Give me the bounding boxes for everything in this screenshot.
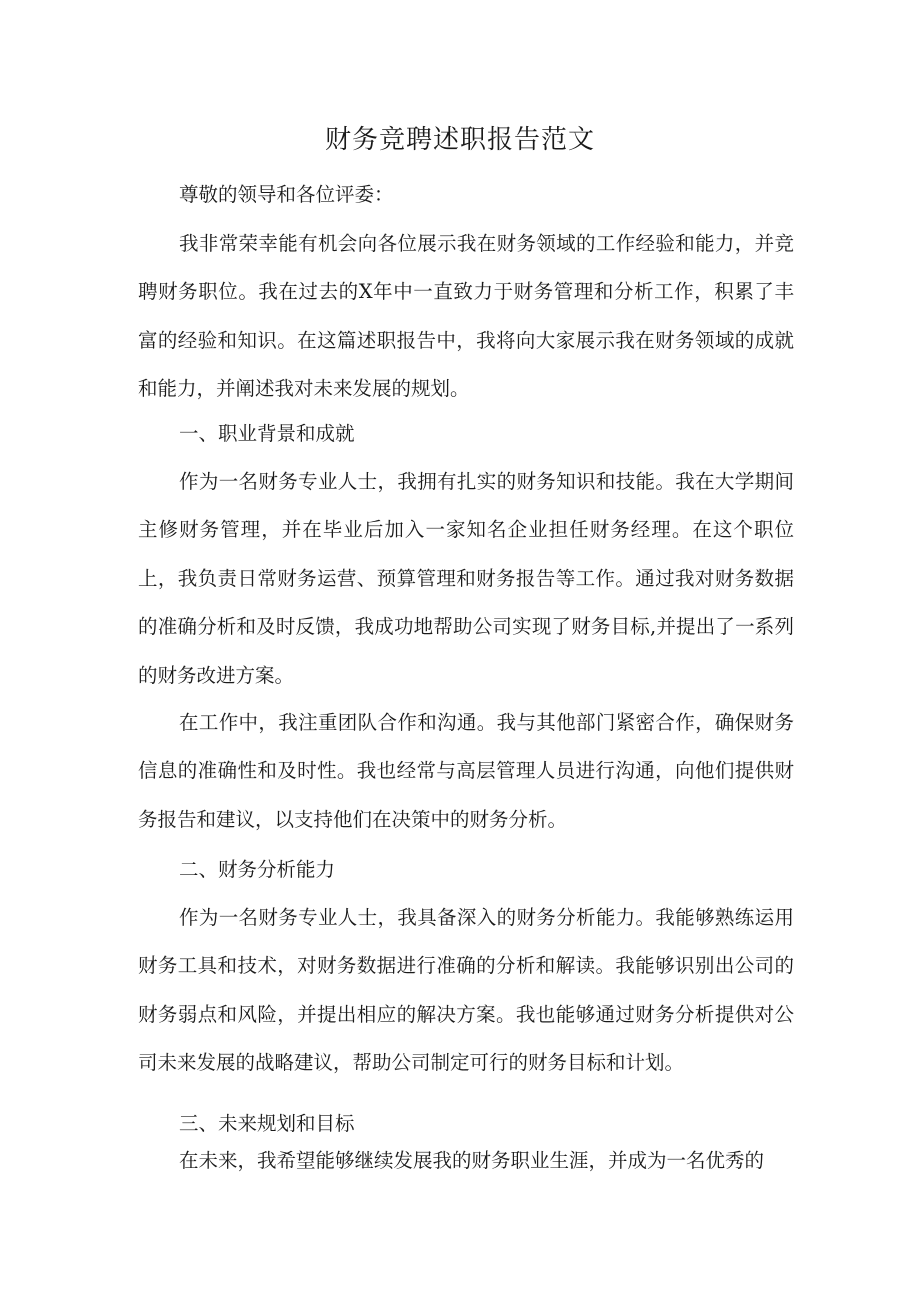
section3-paragraph-1: 在未来，我希望能够继续发展我的财务职业生涯，并成为一名优秀的 bbox=[179, 1149, 765, 1172]
section1-heading: 一、职业背景和成就 bbox=[179, 422, 355, 445]
section3-heading: 三、未来规划和目标 bbox=[179, 1112, 355, 1135]
section2-heading: 二、财务分析能力 bbox=[179, 858, 336, 881]
intro-paragraph: 我非常荣幸能有机会向各位展示我在财务领域的工作经验和能力，并竞聘财务职位。我在过去的X年中一直致力于财务管理和分析工作，积累了丰富的经验和知识。在这篇述职报告中，我将向大家展示我在财务领域的成就和能力，并阐述我对未来发展的规划。 bbox=[138, 232, 794, 401]
greeting: 尊敬的领导和各位评委： bbox=[179, 183, 394, 206]
section1-paragraph-2: 在工作中，我注重团队合作和沟通。我与其他部门紧密合作，确保财务信息的准确性和及时性。我也经常与高层管理人员进行沟通，向他们提供财务报告和建议，以支持他们在决策中的财务分析。 bbox=[138, 711, 794, 831]
document-title: 财务竞聘述职报告范文 bbox=[324, 125, 595, 155]
section1-paragraph-1: 作为一名财务专业人士，我拥有扎实的财务知识和技能。我在大学期间主修财务管理，并在毕业后加入一家知名企业担任财务经理。在这个职位上，我负责日常财务运营、预算管理和财务报告等工作。通过我对财务数据的准确分析和及时反馈，我成功地帮助公司实现了财务目标,并提出了一系列的财务改进方案。 bbox=[138, 470, 794, 687]
section2-paragraph-1: 作为一名财务专业人士，我具备深入的财务分析能力。我能够熟练运用财务工具和技术，对财务数据进行准确的分析和解读。我能够识别出公司的财务弱点和风险，并提出相应的解决方案。我也能够通过财务分析提供对公司未来发展的战略建议，帮助公司制定可行的财务目标和计划。 bbox=[138, 906, 794, 1075]
